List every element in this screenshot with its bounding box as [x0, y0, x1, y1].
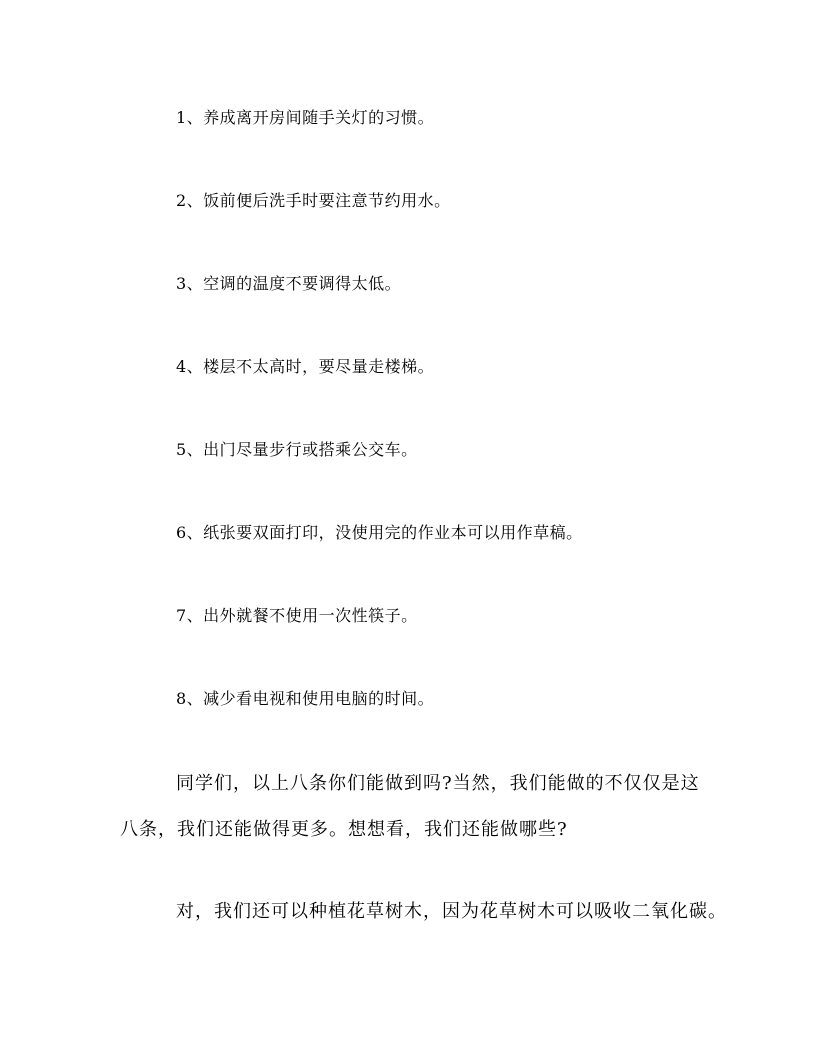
paragraph-1-line-1: 同学们，以上八条你们能做到吗?当然，我们能做的不仅仅是这	[176, 773, 700, 794]
list-item-3: 3、空调的温度不要调得太低。	[176, 274, 402, 293]
list-item-1: 1、养成离开房间随手关灯的习惯。	[176, 108, 435, 127]
list-item-6: 6、纸张要双面打印，没使用完的作业本可以用作草稿。	[176, 523, 583, 542]
paragraph-2-line-1: 对，我们还可以种植花草树木，因为花草树木可以吸收二氧化碳。	[176, 901, 727, 922]
list-item-5: 5、出门尽量步行或搭乘公交车。	[176, 440, 418, 459]
list-item-2: 2、饭前便后洗手时要注意节约用水。	[176, 191, 451, 210]
paragraph-1-line-2: 八条，我们还能做得更多。想想看，我们还能做哪些?	[120, 819, 568, 840]
list-item-7: 7、出外就餐不使用一次性筷子。	[176, 606, 418, 625]
list-item-4: 4、楼层不太高时，要尽量走楼梯。	[176, 357, 435, 376]
list-item-8: 8、减少看电视和使用电脑的时间。	[176, 689, 435, 708]
